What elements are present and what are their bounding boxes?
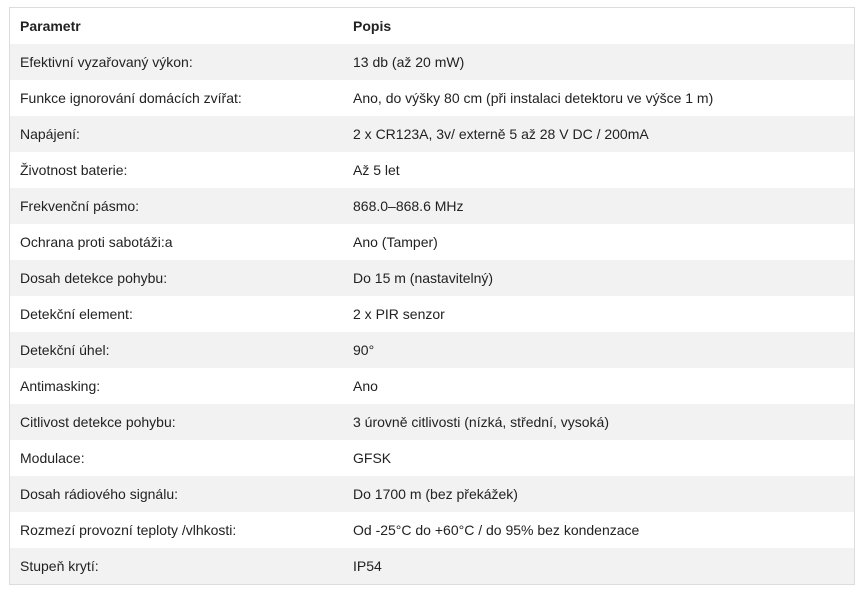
- desc-cell: 868.0–868.6 MHz: [353, 198, 464, 214]
- desc-cell: 2 x PIR senzor: [353, 306, 445, 322]
- header-desc: Popis: [353, 18, 392, 34]
- desc-cell: 13 db (až 20 mW): [353, 54, 465, 70]
- param-cell: Funkce ignorování domácích zvířat:: [20, 90, 242, 106]
- param-cell: Modulace:: [20, 450, 85, 466]
- table-row: [10, 260, 854, 296]
- table-row: [10, 332, 854, 368]
- header-param: Parametr: [20, 18, 81, 34]
- desc-cell: Ano: [353, 378, 378, 394]
- desc-cell: 2 x CR123A, 3v/ externě 5 až 28 V DC / 200mA: [353, 126, 649, 142]
- param-cell: Detekční element:: [20, 306, 133, 322]
- param-cell: Antimasking:: [20, 378, 101, 394]
- param-cell: Napájení:: [20, 126, 80, 142]
- param-cell: Dosah rádiového signálu:: [20, 486, 178, 502]
- table-row: [10, 404, 854, 440]
- table-row: [10, 44, 854, 80]
- table-row: [10, 224, 854, 260]
- table-row: [10, 296, 854, 332]
- desc-cell: Od -25°C do +60°C / do 95% bez kondenzace: [353, 522, 640, 538]
- desc-cell: 90°: [353, 342, 375, 358]
- table-row: [10, 548, 854, 584]
- desc-cell: Ano, do výšky 80 cm (při instalaci detektoru ve výšce 1 m): [353, 90, 714, 106]
- desc-cell: GFSK: [353, 450, 392, 466]
- desc-cell: Do 15 m (nastavitelný): [353, 270, 494, 286]
- desc-cell: IP54: [353, 558, 382, 574]
- table-row: [10, 476, 854, 512]
- table-header-row: [10, 8, 854, 44]
- param-cell: Detekční úhel:: [20, 342, 110, 358]
- desc-cell: Až 5 let: [353, 162, 400, 178]
- param-cell: Životnost baterie:: [20, 162, 128, 178]
- table-row: [10, 80, 854, 116]
- table-row: [10, 440, 854, 476]
- param-cell: Citlivost detekce pohybu:: [20, 414, 176, 430]
- desc-cell: 3 úrovně citlivosti (nízká, střední, vysoká): [353, 414, 609, 430]
- desc-cell: Do 1700 m (bez překážek): [353, 486, 518, 502]
- table-row: [10, 116, 854, 152]
- param-cell: Ochrana proti sabotáži:a: [20, 234, 173, 250]
- param-cell: Rozmezí provozní teploty /vlhkosti:: [20, 522, 237, 538]
- desc-cell: Ano (Tamper): [353, 234, 438, 250]
- spec-table: [9, 7, 855, 585]
- table-row: [10, 152, 854, 188]
- table-row: [10, 512, 854, 548]
- param-cell: Dosah detekce pohybu:: [20, 270, 168, 286]
- param-cell: Efektivní vyzařovaný výkon:: [20, 54, 193, 70]
- param-cell: Stupeň krytí:: [20, 558, 99, 574]
- table-row: [10, 368, 854, 404]
- param-cell: Frekvenční pásmo:: [20, 198, 140, 214]
- table-row: [10, 188, 854, 224]
